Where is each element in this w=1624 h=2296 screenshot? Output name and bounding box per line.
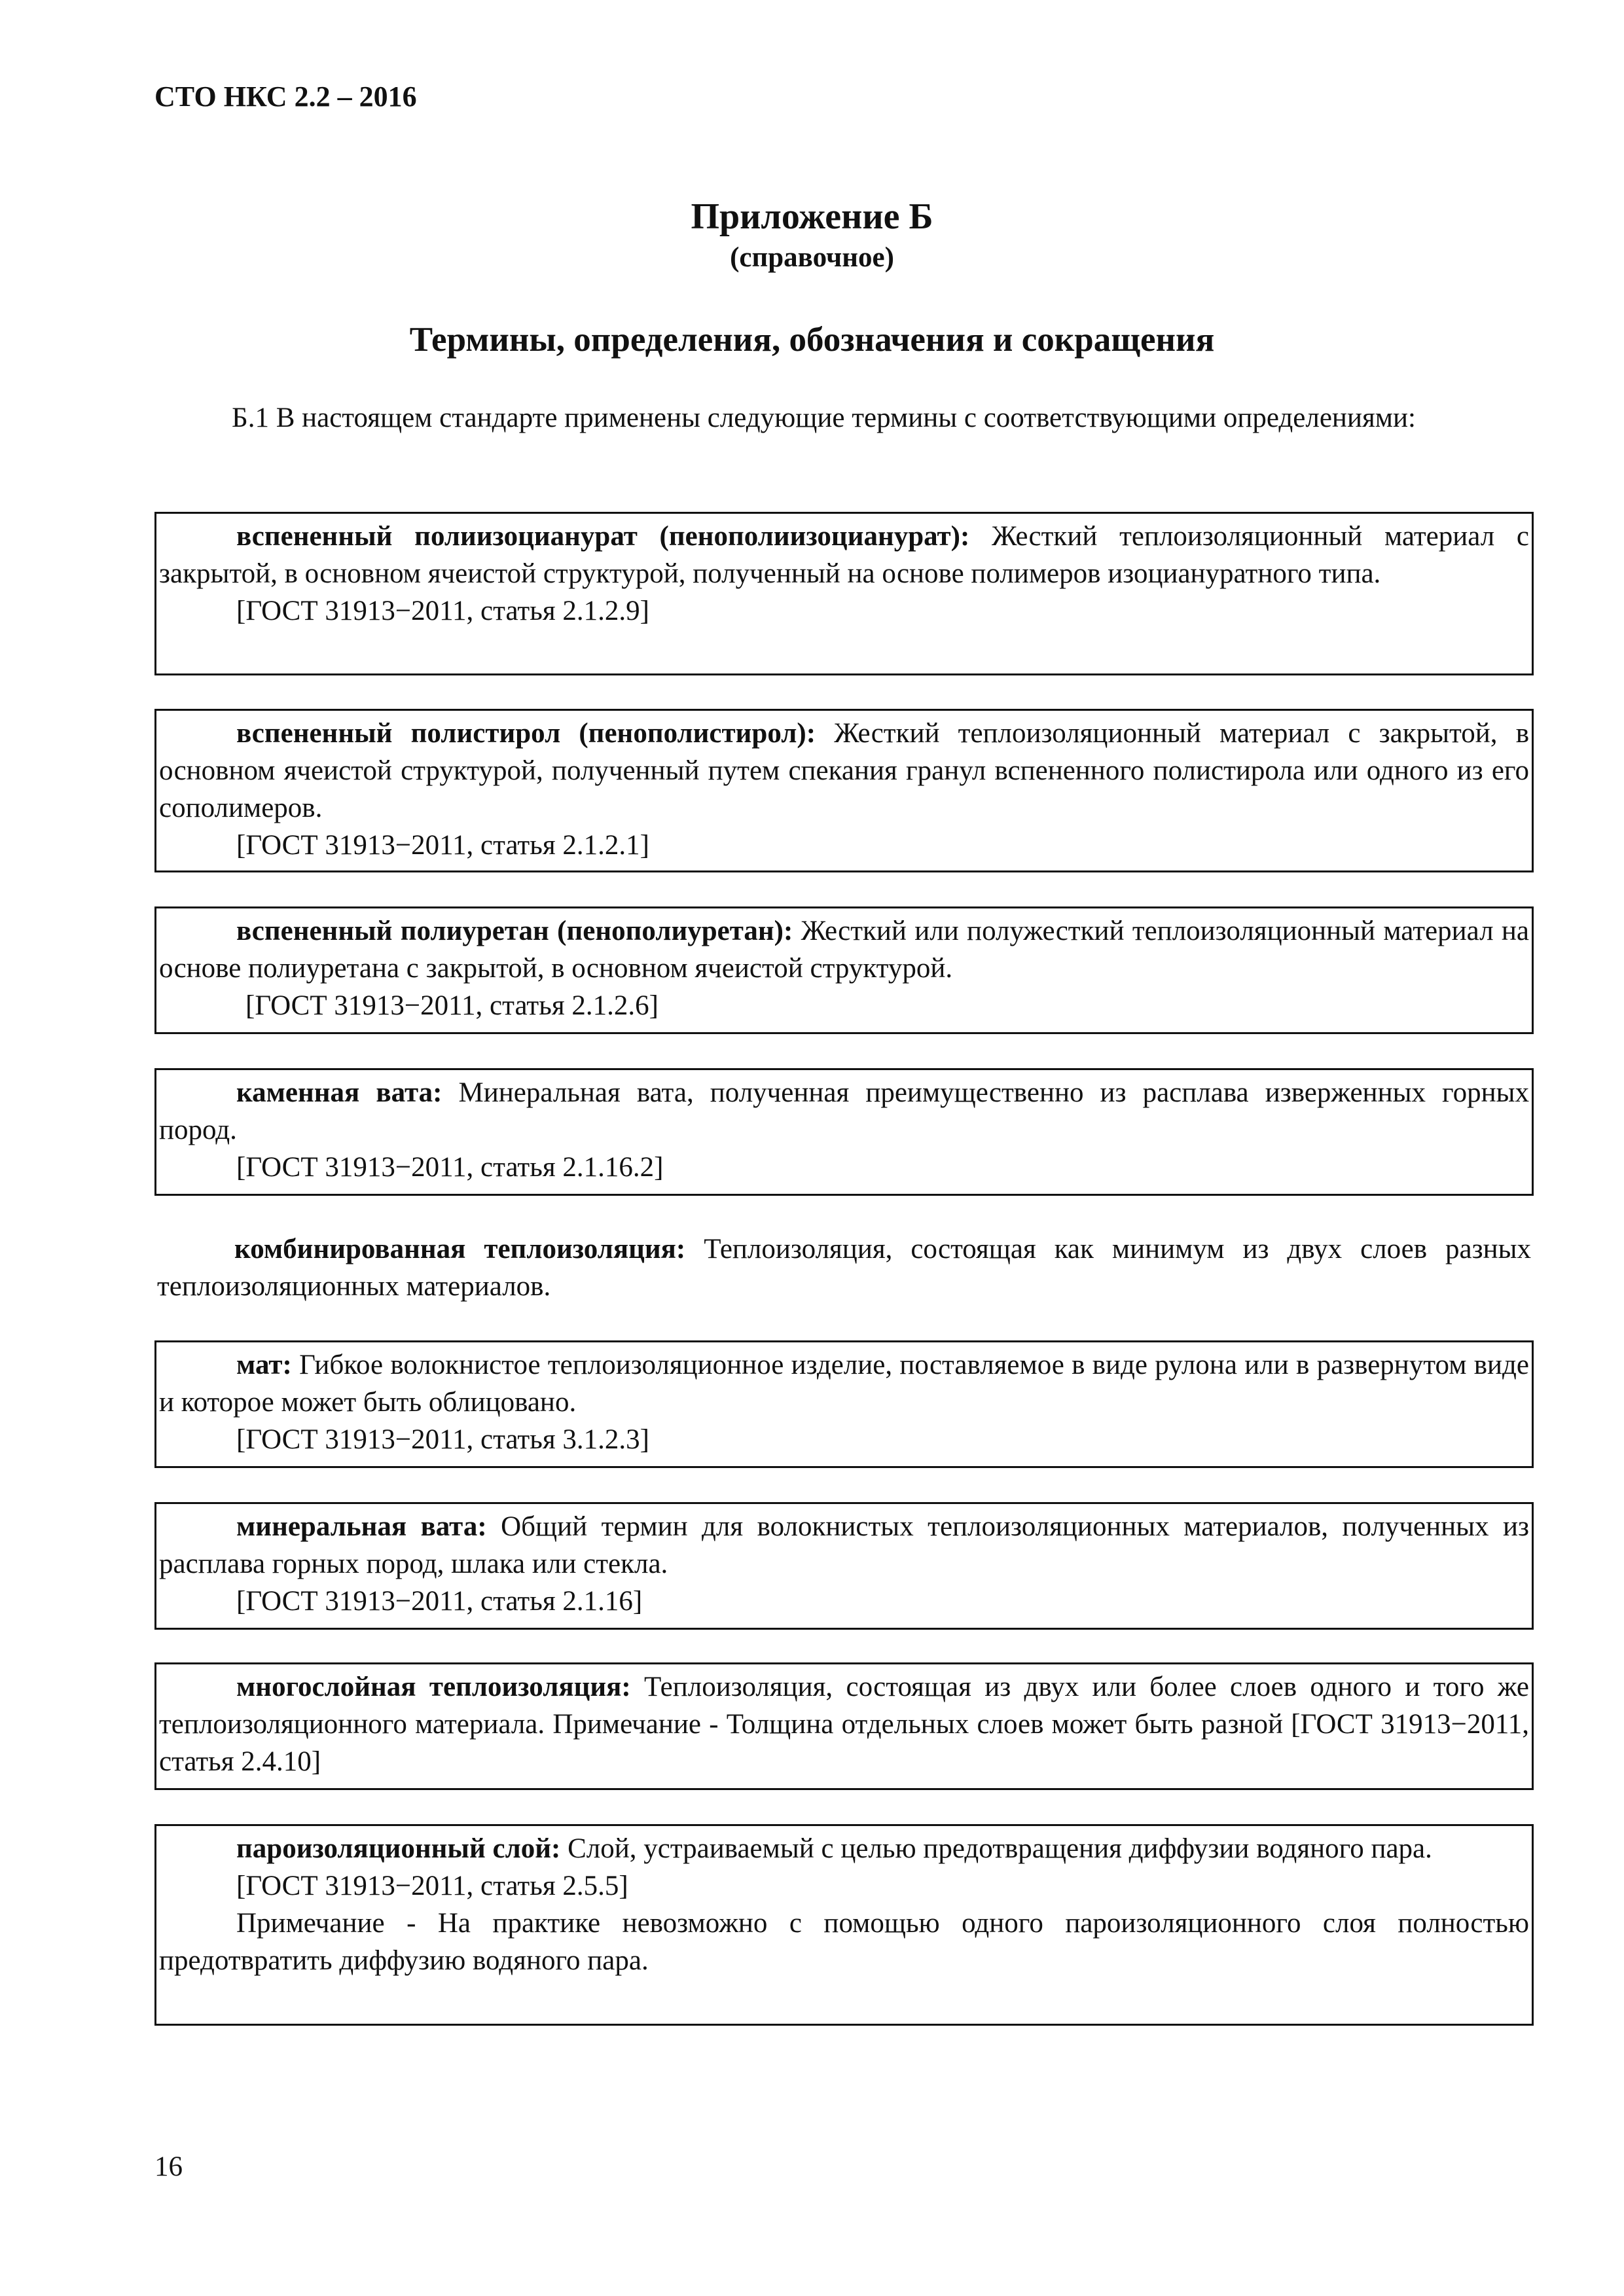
term-name: комбинированная теплоизоляция:	[234, 1234, 686, 1265]
term-box-polyurethane	[154, 906, 1534, 1034]
term-definition	[157, 1230, 1531, 1305]
term-combined-insulation	[154, 1230, 1534, 1305]
term-reference: [ГОСТ 31913−2011, статья 3.1.2.3]	[236, 1424, 649, 1455]
term-text: Жесткий или полужесткий теплоизоляционный материал на основе полиуретана с закрытой, в основном ячеистой структурой.	[159, 916, 1529, 984]
term-reference: [ГОСТ 31913−2011, статья 2.5.5]	[236, 1871, 628, 1901]
term-text: Жесткий теплоизоляционный материал с закрытой, в основном ячеистой структурой, полученный путем спекания гранул вспененного полистирола или одного из его сополимеров.	[159, 718, 1529, 823]
term-name: пароизоляционный слой:	[236, 1833, 561, 1864]
document-code: СТО НКС 2.2 – 2016	[154, 81, 417, 113]
term-box-multilayer-insulation	[154, 1662, 1534, 1790]
term-text: Общий термин для волокнистых теплоизоляционных материалов, полученных из расплава горных пород, шлака или стекла.	[159, 1511, 1529, 1579]
appendix-subtitle: (справочное)	[730, 242, 894, 273]
term-name: многослойная теплоизоляция:	[236, 1672, 631, 1702]
term-box-polystyrene	[154, 709, 1534, 872]
term-box-mineral-wool	[154, 1502, 1534, 1630]
section-title: Термины, определения, обозначения и сокращения	[409, 321, 1215, 359]
term-name: вспененный полиуретан (пенополиуретан):	[236, 916, 793, 946]
term-definition	[159, 1830, 1529, 1867]
term-reference: [ГОСТ 31913−2011, статья 2.1.16.2]	[236, 1152, 664, 1183]
term-name: вспененный полистирол (пенополистирол):	[236, 718, 816, 749]
term-note: Примечание - На практике невозможно с помощью одного пароизоляционного слоя полностью предотвратить диффузию водяного пара.	[159, 1908, 1529, 1976]
term-text: Слой, устраиваемый с целью предотвращения диффузии водяного пара.	[560, 1833, 1432, 1864]
term-box-mat	[154, 1340, 1534, 1468]
term-name: минеральная вата:	[236, 1511, 487, 1542]
term-text: Теплоизоляция, состоящая из двух или более слоев одного и того же теплоизоляционного материала. Примечание - Толщина отдельных слоев может быть разной [ГОСТ 31913−2011, статья 2.4.10]	[159, 1672, 1529, 1777]
term-text: Минеральная вата, полученная преимущественно из расплава изверженных горных пород.	[159, 1077, 1530, 1145]
term-reference: [ГОСТ 31913−2011, статья 2.1.2.6]	[245, 990, 659, 1021]
term-box-polyisocyanurate	[154, 512, 1534, 675]
term-definition	[159, 1074, 1529, 1149]
term-definition	[159, 1346, 1529, 1421]
term-definition	[159, 518, 1529, 592]
term-reference: [ГОСТ 31913−2011, статья 2.1.16]	[236, 1586, 643, 1617]
term-name: вспененный полиизоцианурат (пенополиизоцианурат):	[236, 521, 970, 552]
term-definition	[159, 1668, 1529, 1780]
term-reference: [ГОСТ 31913−2011, статья 2.1.2.9]	[236, 596, 649, 626]
term-definition	[159, 912, 1529, 987]
intro-paragraph: Б.1 В настоящем стандарте применены следующие термины с соответствующими определениями:	[232, 403, 1416, 433]
term-name: мат:	[236, 1350, 292, 1380]
term-box-stone-wool	[154, 1068, 1534, 1196]
appendix-title: Приложение Б	[691, 196, 933, 237]
term-text: Теплоизоляция, состоящая как минимум из двух слоев разных теплоизоляционных материалов.	[157, 1234, 1531, 1302]
term-definition	[159, 1508, 1529, 1583]
term-name: каменная вата:	[236, 1077, 442, 1108]
page-number: 16	[154, 2151, 183, 2182]
term-text: Гибкое волокнистое теплоизоляционное изделие, поставляемое в виде рулона или в развернутом виде и которое может быть облицовано.	[159, 1350, 1529, 1418]
term-box-vapor-barrier	[154, 1824, 1534, 2026]
term-reference: [ГОСТ 31913−2011, статья 2.1.2.1]	[236, 830, 649, 861]
term-definition	[159, 715, 1529, 827]
term-text: Жесткий теплоизоляционный материал с закрытой, в основном ячеистой структурой, полученный на основе полимеров изоциануратного типа.	[159, 521, 1530, 589]
